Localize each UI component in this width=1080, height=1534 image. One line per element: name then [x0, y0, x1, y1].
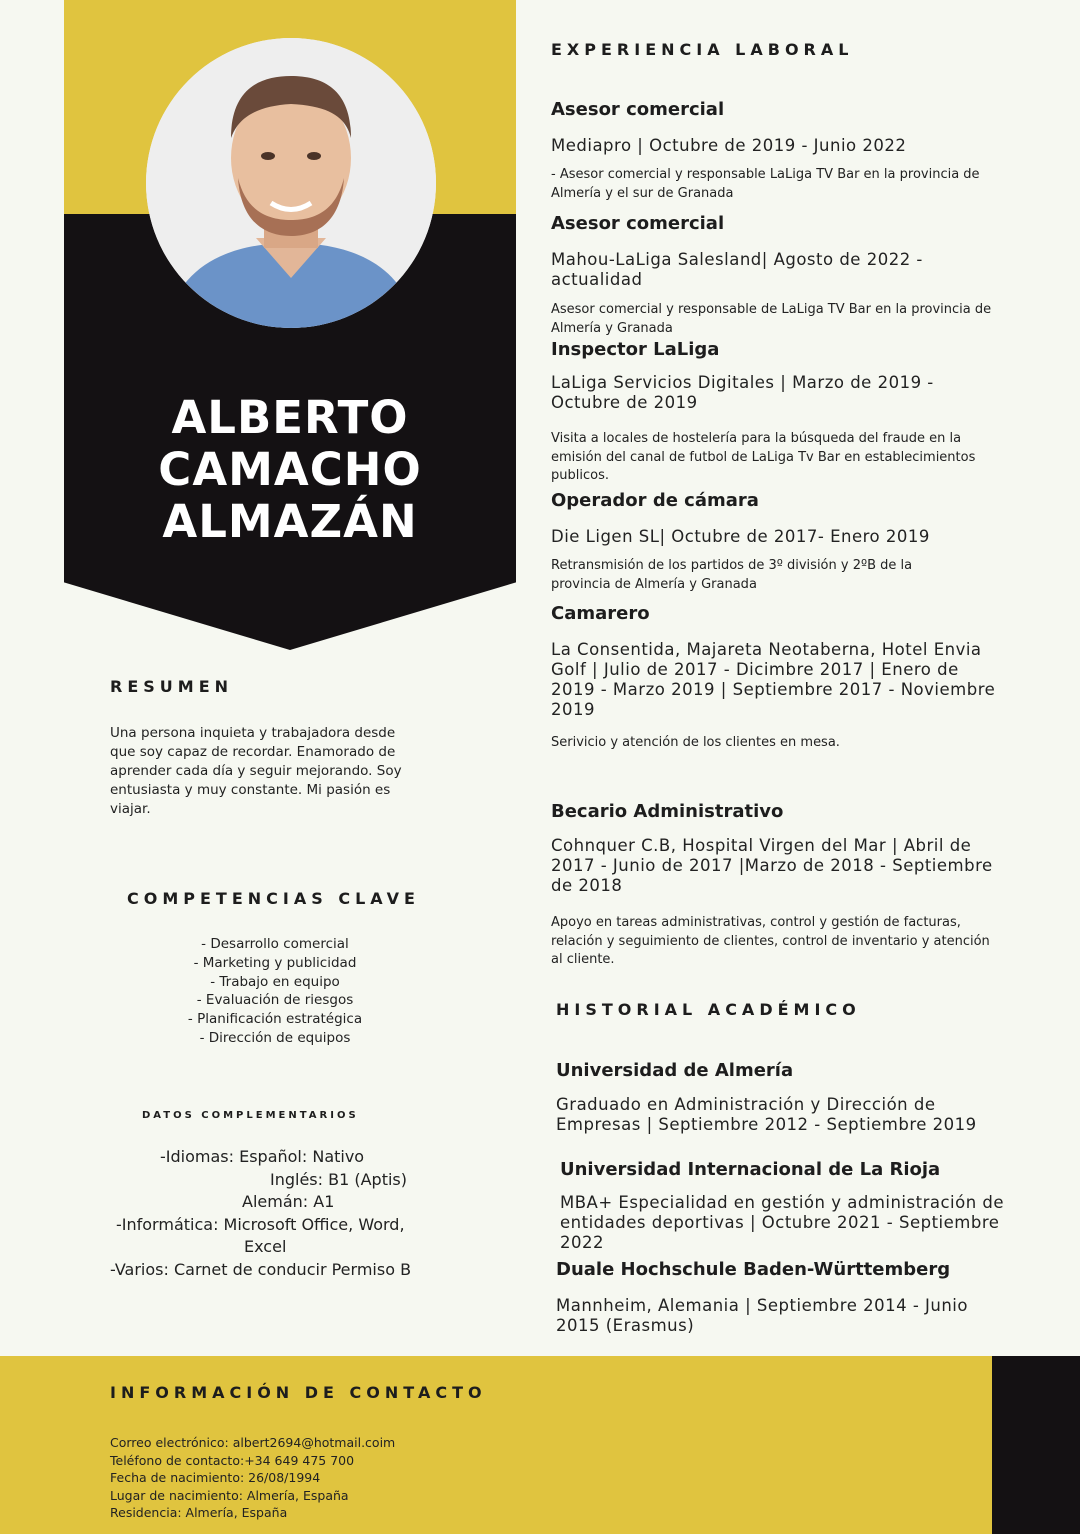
profile-photo [146, 38, 436, 328]
name-surname-1: CAMACHO [158, 443, 422, 496]
job-description: Serivicio y atención de los clientes en mesa. [551, 735, 840, 750]
contact-residence: Residencia: Almería, España [110, 1505, 288, 1520]
contact-phone: Teléfono de contacto:+34 649 475 700 [110, 1452, 355, 1468]
experiencia-title: EXPERIENCIA LABORAL [551, 40, 854, 59]
competencias-title: COMPETENCIAS CLAVE [127, 889, 420, 908]
name-first: ALBERTO [171, 391, 409, 444]
datos-line: -Informática: Microsoft Office, Word, [116, 1214, 405, 1234]
job-title: Operador de cámara [551, 490, 759, 511]
contact-email: Correo electrónico: albert2694@hotmail.coim [110, 1435, 396, 1450]
competencias-list [110, 935, 440, 1048]
edu-title: Universidad Internacional de La Rioja [560, 1159, 941, 1180]
resumen-title: RESUMEN [110, 677, 234, 696]
job-description: - Asesor comercial y responsable LaLiga TV Bar en la provincia de Almería y el sur de Granada [551, 167, 980, 201]
job-title: Asesor comercial [551, 213, 725, 234]
edu-meta: Graduado en Administración y Dirección de Empresas | Septiembre 2012 - Septiembre 2019 [556, 1095, 977, 1134]
datos-line: Inglés: B1 (Aptis) [270, 1169, 407, 1189]
edu-meta: Mannheim, Alemania | Septiembre 2014 - Junio 2015 (Erasmus) [556, 1296, 968, 1335]
job-description: Apoyo en tareas administrativas, control y gestión de facturas, relación y seguimiento de clientes, control de inventario y atención al cliente. [551, 915, 990, 967]
job-meta: Mediapro | Octubre de 2019 - Junio 2022 [551, 136, 907, 155]
competencia-item: - Planificación estratégica [187, 1011, 363, 1028]
datos-list [100, 1146, 430, 1281]
job-meta: LaLiga Servicios Digitales | Marzo de 2019 - Octubre de 2019 [551, 373, 934, 412]
competencia-item: - Marketing y publicidad [193, 954, 357, 971]
job-title: Asesor comercial [551, 99, 725, 120]
datos-title: DATOS COMPLEMENTARIOS [142, 1110, 359, 1121]
job-description: Retransmisión de los partidos de 3º división y 2ºB de la provincia de Almería y Granada [551, 558, 913, 592]
datos-line: Excel [244, 1237, 287, 1256]
job-title: Camarero [551, 603, 650, 624]
contact-list [110, 1434, 395, 1522]
edu-meta: MBA+ Especialidad en gestión y administración de entidades deportivas | Octubre 2021 - Septiembre 2022 [560, 1193, 1005, 1252]
job-meta: La Consentida, Majareta Neotaberna, Hotel Envia Golf | Julio de 2017 - Dicimbre 2017 | Enero de 2019 - Marzo 2019 | Septiembre 2017 - Noviembre 2019 [551, 640, 996, 719]
datos-line: -Varios: Carnet de conducir Permiso B [110, 1259, 412, 1279]
name-surname-2: ALMAZÁN [162, 495, 418, 548]
job-description: Asesor comercial y responsable de LaLiga TV Bar en la provincia de Almería y Granada [551, 302, 992, 336]
academico-title: HISTORIAL ACADÉMICO [556, 1000, 861, 1019]
competencia-item: - Evaluación de riesgos [196, 992, 354, 1009]
job-title: Becario Administrativo [551, 801, 784, 822]
candidate-name [64, 392, 516, 548]
datos-line: Alemán: A1 [242, 1192, 335, 1211]
contact-birthplace: Lugar de nacimiento: Almería, España [110, 1487, 349, 1503]
contact-birthdate: Fecha de nacimiento: 26/08/1994 [110, 1470, 321, 1485]
job-meta: Cohnquer C.B, Hospital Virgen del Mar | Abril de 2017 - Junio de 2017 |Marzo de 2018 - Septiembre de 2018 [551, 836, 993, 895]
datos-line: -Idiomas: Español: Nativo [160, 1147, 365, 1166]
edu-title: Universidad de Almería [556, 1060, 794, 1081]
job-meta: Die Ligen SL| Octubre de 2017- Enero 2019 [551, 527, 930, 546]
job-description: Visita a locales de hostelería para la búsqueda del fraude en la emisión del canal de futbol de LaLiga Tv Bar en establecimientos publicos. [551, 431, 976, 483]
job-meta: Mahou-LaLiga Salesland| Agosto de 2022 - actualidad [551, 250, 923, 289]
edu-title: Duale Hochschule Baden-Württemberg [556, 1259, 951, 1280]
competencia-item: - Dirección de equipos [199, 1029, 351, 1046]
footer-black-block [992, 1356, 1080, 1534]
contacto-title: INFORMACIÓN DE CONTACTO [110, 1383, 487, 1402]
competencia-item: - Trabajo en equipo [210, 973, 340, 990]
resumen-text: Una persona inquieta y trabajadora desde que soy capaz de recordar. Enamorado de aprender cada día y seguir mejorando. Soy entusiasta y muy constante. Mi pasión es viajar. [110, 725, 402, 817]
competencia-item: - Desarrollo comercial [201, 936, 349, 952]
job-title: Inspector LaLiga [551, 339, 720, 360]
